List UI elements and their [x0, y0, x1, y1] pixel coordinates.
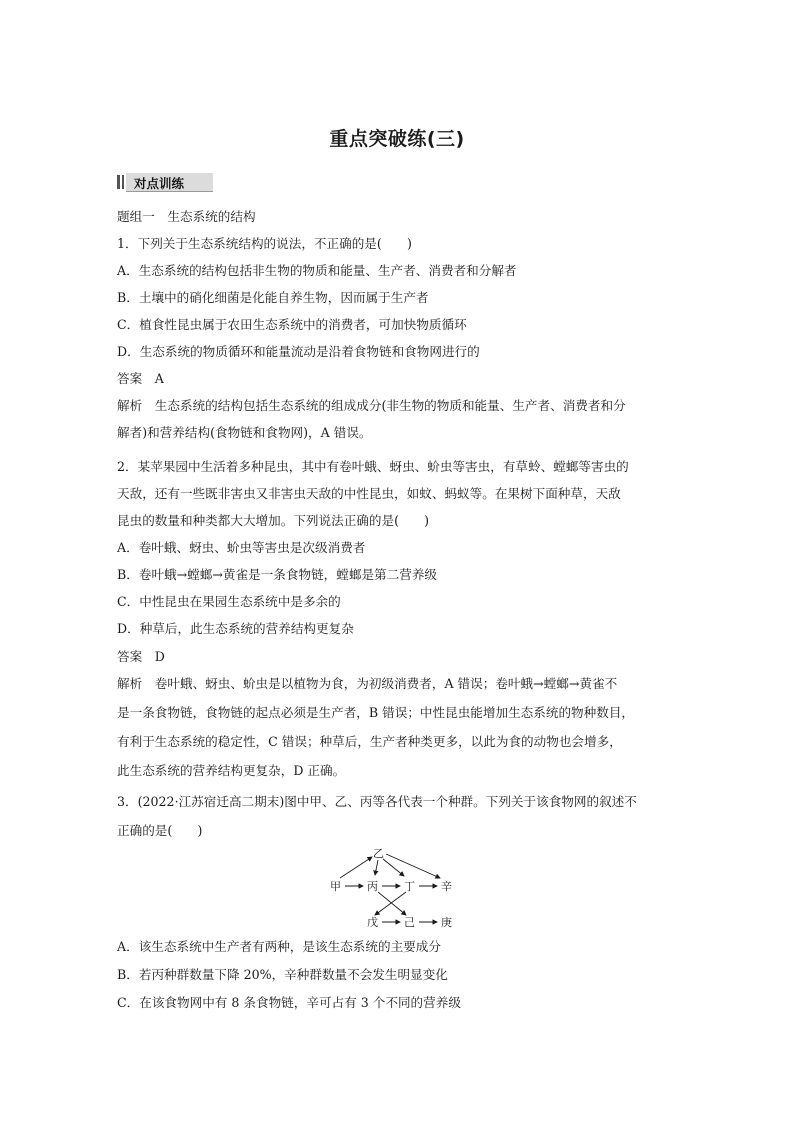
- q2-stem: 昆虫的数量和种类都大大增加。下列说法正确的是( ): [117, 513, 430, 528]
- arrow-yi-ding: [383, 859, 404, 876]
- tag-bar: [117, 175, 120, 189]
- node-yi: 乙: [373, 847, 384, 860]
- food-web-diagram: [320, 842, 470, 930]
- q2-option-c: C．中性昆虫在果园生态系统中是多余的: [117, 594, 341, 609]
- arrow-jia-yi: [340, 857, 372, 878]
- section-tag-label: 对点训练: [134, 176, 185, 191]
- q2-analysis: 有利于生态系统的稳定性，C 错误；种草后，生产者种类更多，以此为食的动物也会增多，: [117, 734, 622, 749]
- q1-option-c: C．植食性昆虫属于农田生态系统中的消费者，可加快物质循环: [117, 317, 467, 332]
- q3-stem: 3．(2022·江苏宿迁高二期末)图中甲、乙、丙等各代表一个种群。下列关于该食物网的叙述不: [117, 794, 637, 809]
- q2-answer: 答案 D: [117, 649, 165, 664]
- q1-stem: 1．下列关于生态系统结构的说法，不正确的是( ): [117, 236, 412, 251]
- page-title: 重点突破练(三): [329, 128, 465, 150]
- q1-option-b: B．土壤中的硝化细菌是化能自养生物，因而属于生产者: [117, 290, 429, 305]
- q1-analysis: 解析 生态系统的结构包括生态系统的组成成分(非生物的物质和能量、生产者、消费者和分: [117, 398, 626, 413]
- q2-stem: 天敌，还有一些既非害虫又非害虫天敌的中性昆虫，如蚊、蚂蚁等。在果树下面种草，天敌: [117, 486, 621, 501]
- arrow-yi-bing: [375, 860, 378, 875]
- section-tag: [117, 172, 213, 192]
- node-jia: 甲: [330, 880, 341, 893]
- q2-analysis: 是一条食物链，食物链的起点必须是生产者，B 错误；中性昆虫能增加生态系统的物种数目，: [117, 705, 635, 720]
- q3-option-c: C．在该食物网中有 8 条食物链，辛可占有 3 个不同的营养级: [117, 995, 461, 1010]
- q2-analysis: 此生态系统的营养结构更复杂，D 正确。: [117, 763, 346, 778]
- q1-analysis: 解者)和营养结构(食物链和食物网)，A 错误。: [117, 425, 372, 440]
- q1-answer: 答案 A: [117, 371, 164, 386]
- node-bing: 丙: [367, 880, 378, 893]
- q2-option-b: B．卷叶蛾→螳螂→黄雀是一条食物链，螳螂是第二营养级: [117, 567, 438, 582]
- q1-option-d: D．生态系统的物质循环和能量流动是沿着食物链和食物网进行的: [117, 344, 480, 359]
- node-ding: 丁: [404, 880, 415, 893]
- q2-option-d: D．种草后，此生态系统的营养结构更复杂: [117, 621, 354, 636]
- q2-stem: 2．某苹果园中生活着多种昆虫，其中有卷叶蛾、蚜虫、蚧虫等害虫，有草蛉、螳螂等害虫的: [117, 459, 629, 474]
- q2-option-a: A．卷叶蛾、蚜虫、蚧虫等害虫是次级消费者: [117, 540, 366, 555]
- node-ji: 己: [404, 916, 415, 929]
- q1-option-a: A．生态系统的结构包括非生物的物质和能量、生产者、消费者和分解者: [117, 263, 517, 278]
- tag-bar: [122, 175, 124, 189]
- node-wu: 戊: [367, 916, 378, 929]
- q2-analysis: 解析 卷叶蛾、蚜虫、蚧虫是以植物为食，为初级消费者，A 错误；卷叶蛾→螳螂→黄雀不: [117, 676, 618, 691]
- q3-option-a: A．该生态系统中生产者有两种，是该生态系统的主要成分: [117, 939, 441, 954]
- node-xin: 辛: [441, 880, 452, 893]
- q3-stem: 正确的是( ): [117, 823, 203, 838]
- arrow-yi-xin: [386, 854, 440, 878]
- q3-option-b: B．若丙种群数量下降 20%，辛种群数量不会发生明显变化: [117, 967, 448, 982]
- node-geng: 庚: [441, 916, 452, 929]
- group-heading: 题组一 生态系统的结构: [117, 209, 256, 224]
